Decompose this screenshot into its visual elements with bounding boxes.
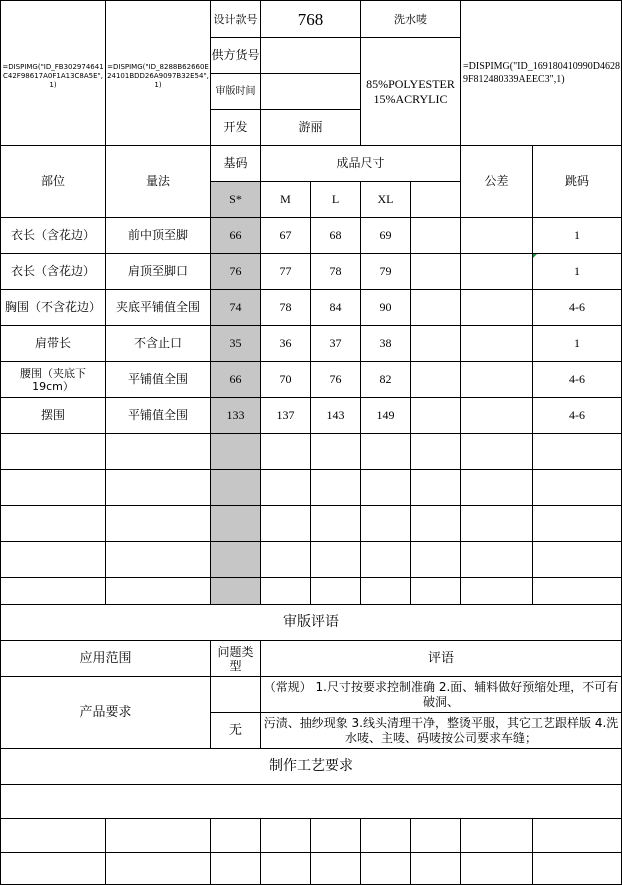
row-size-m: 70 (279, 372, 292, 386)
row-size-s: 76 (229, 264, 242, 278)
issue-type-label: 问题类 型 (217, 644, 254, 673)
row-size-s: 66 (229, 228, 242, 242)
row-part: 摆围 (40, 408, 65, 422)
row-size-m: 67 (279, 228, 292, 242)
supplier-no-label: 供方货号 (211, 48, 260, 62)
image-formula-2: =DISPIMG("ID_8288B62660E24101BDD26A9097B32E54",1) (107, 62, 209, 89)
wash-label-content: 85%POLYESTER 15%ACRYLIC (366, 76, 455, 106)
col-header-base-size: 基码 (223, 156, 248, 170)
image-formula-3: =DISPIMG("ID_169180410990D46289F812480339AEEC3",1) (463, 61, 620, 85)
developer-label: 开发 (223, 120, 248, 134)
row-method: 肩顶至脚口 (127, 264, 188, 278)
col-header-grade: 跳码 (564, 174, 589, 188)
scope-label: 应用范围 (79, 651, 132, 666)
row-method: 不含止口 (133, 336, 182, 350)
row-method: 平铺值全围 (127, 372, 188, 386)
row-size-m: 78 (279, 300, 292, 314)
comment-line-1: （常规） 1.尺寸按要求控制准确 2.面、辅料做好预缩处理，不可有破洞、 (263, 679, 619, 709)
row-method: 夹底平铺值全围 (115, 300, 200, 314)
row-grade: 4-6 (569, 372, 585, 386)
row-grade: 1 (574, 228, 580, 242)
size-header-xl: XL (377, 192, 394, 206)
row-part: 肩带长 (34, 336, 71, 350)
issue-value: 无 (228, 723, 242, 738)
row-size-l: 37 (329, 336, 342, 350)
row-size-xl: 82 (379, 372, 392, 386)
size-header-s: S* (229, 192, 242, 206)
row-size-xl: 149 (376, 408, 395, 422)
row-grade: 4-6 (569, 300, 585, 314)
design-no-label: 设计款号 (213, 12, 258, 26)
row-size-l: 78 (329, 264, 342, 278)
size-header-l: L (331, 192, 340, 206)
row-size-s: 66 (229, 372, 242, 386)
row-size-s: 74 (229, 300, 242, 314)
row-part: 腰围（夹底下 19cm） (20, 366, 86, 393)
image-formula-1: =DISPIMG("ID_FB302974641C42F98617A0F1A13C8A5E",1) (2, 62, 104, 89)
row-grade: 4-6 (569, 408, 585, 422)
row-size-l: 76 (329, 372, 342, 386)
row-size-xl: 38 (379, 336, 392, 350)
row-grade: 1 (574, 336, 580, 350)
col-header-part: 部位 (40, 174, 65, 188)
row-size-l: 68 (329, 228, 342, 242)
review-title: 审版评语 (283, 614, 339, 630)
size-header-m: M (280, 192, 291, 206)
row-part: 胸围（不含花边） (4, 300, 101, 314)
row-size-m: 36 (279, 336, 292, 350)
comment-label: 评语 (427, 651, 454, 666)
row-size-xl: 79 (379, 264, 392, 278)
row-size-s: 35 (229, 336, 242, 350)
row-method: 前中顶至脚 (127, 228, 188, 242)
wash-label-title: 洗水唛 (394, 12, 427, 26)
comment-line-2: 污渍、抽纱现象 3.线头清理干净，整烫平服，其它工艺跟样版 4.洗水唛、主唛、码唛按公司要求车缝； (263, 715, 619, 745)
col-header-finished-size: 成品尺寸 (336, 156, 385, 170)
row-part: 衣长（含花边） (10, 228, 95, 242)
row-size-l: 143 (326, 408, 345, 422)
col-header-method: 量法 (145, 174, 170, 188)
row-size-xl: 69 (379, 228, 392, 242)
design-no-value: 768 (297, 9, 324, 29)
review-time-label: 审版时间 (215, 86, 256, 97)
row-size-s: 133 (226, 408, 245, 422)
row-method: 平铺值全围 (127, 408, 188, 422)
developer-value: 游丽 (298, 120, 323, 134)
row-part: 衣长（含花边） (10, 264, 95, 278)
col-header-tolerance: 公差 (484, 174, 509, 188)
row-size-xl: 90 (379, 300, 392, 314)
row-size-m: 137 (276, 408, 295, 422)
row-size-m: 77 (279, 264, 292, 278)
product-req-label: 产品要求 (79, 705, 132, 720)
row-grade: 1 (574, 264, 580, 278)
row-size-l: 84 (329, 300, 342, 314)
process-title: 制作工艺要求 (269, 758, 353, 774)
